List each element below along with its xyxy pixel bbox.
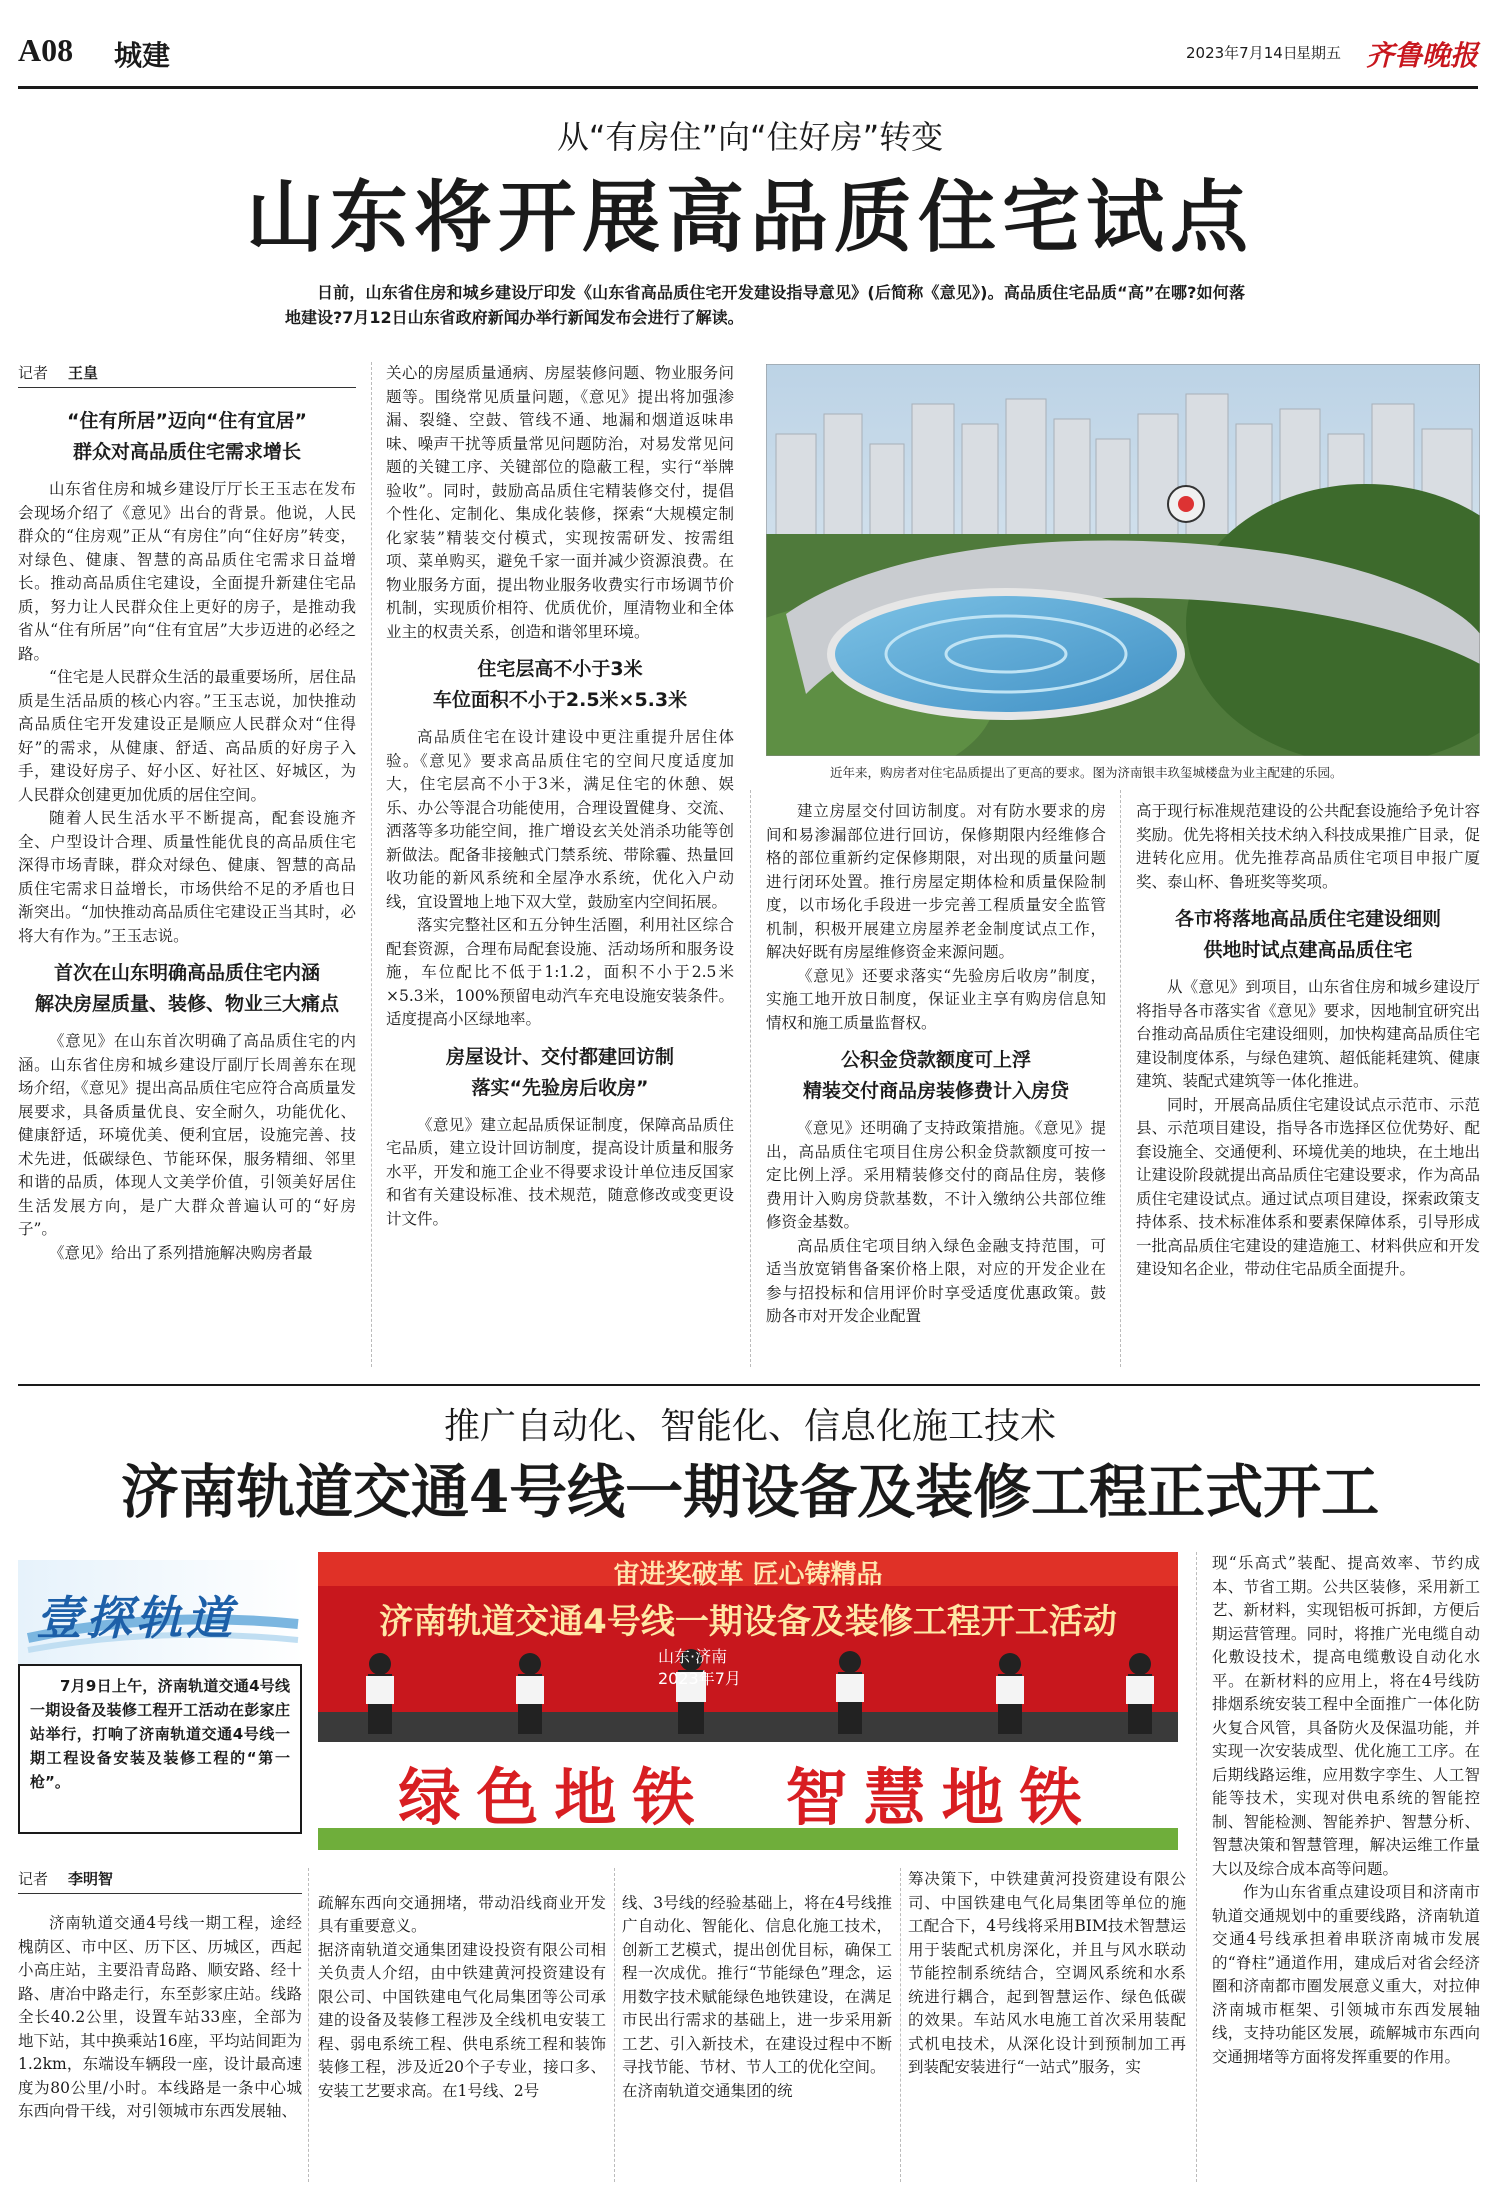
subhead-line: 房屋设计、交付都建回访制 (445, 1045, 674, 1068)
photo-place: 山东·济南 (658, 1647, 728, 1666)
body-text (18, 478, 356, 948)
reporter-label: 记者 (18, 364, 49, 382)
residential-park-photo (766, 364, 1480, 756)
article1-col4 (1136, 800, 1480, 1372)
paragraph: 建立房屋交付回访制度。对有防水要求的房间和易渗漏部位进行回访，保修期限内经维修合格的部位重新约定保修期限，对出现的质量问题进行闭环处置。推行房屋定期体检和质量保险制度，以市场化手段进一步完善工程质量安全监管机制，积极开展建立房屋养老金制度试点工作，解决好既有房屋维修资金来源问题。 (766, 802, 1106, 961)
photo-caption: 近年来，购房者对住宅品质提出了更高的要求。图为济南银丰玖玺城楼盘为业主配建的乐园。 (830, 765, 1343, 780)
body-text (18, 1030, 356, 1265)
paragraph: 《意见》在山东首次明确了高品质住宅的内涵。山东省住房和城乡建设厅副厅长周善东在现场介绍，《意见》提出高品质住宅应符合高质量发展要求，具备质量优良、安全耐久，功能优化、健康舒适，环境优美、便利宜居，设施完善、技术先进，低碳绿色、节能环保，服务精细、邻里和谐的品质，体现人文美学价值，引领美好居住生活发展方向，是广大群众普遍认可的“好房子”。 (18, 1032, 356, 1238)
subhead (386, 1042, 734, 1104)
article1-kicker: 从“有房住”向“住好房”转变 (556, 118, 944, 156)
reporter-label: 记者 (18, 1870, 49, 1888)
article1-lede: 日前，山东省住房和城乡建设厅印发《山东省高品质住宅开发建设指导意见》(后简称《意见》)。高品质住宅品质“高”在哪?如何落地建设?7月12日山东省政府新闻办举行新闻发布会进行了解读。 (285, 283, 1245, 327)
body-text (386, 1114, 734, 1232)
paragraph: 同时，开展高品质住宅建设试点示范市、示范县、示范项目建设，指导各市选择区位优势好、配套设施全、交通便利、环境优美的地块，在土地出让建设阶段就提出高品质住宅建设要求，作为高品质住宅建设试点。通过试点项目建设，探索政策支持体系、技术标准体系和要素保障体系，引导形成一批高品质住宅建设的建造施工、材料供应和开发建设知名企业，带动住宅品质全面提升。 (1136, 1095, 1480, 1278)
article2-bottom-col (908, 1868, 1186, 2184)
article2-intro: 7月9日上午，济南轨道交通4号线一期设备及装修工程开工活动在彭家庄站举行，打响了济南轨道交通4号线一期工程设备安装及装修工程的“第一枪”。 (30, 1677, 290, 1791)
paragraph: 高品质住宅项目纳入绿色金融支持范围，可适当放宽销售备案价格上限，对应的开发企业在参与招投标和信用评价时享受适度优惠政策。鼓励各市对开发企业配置 (766, 1236, 1106, 1325)
photo-banner-top: 宙进奖破革 匠心铸精品 (613, 1560, 883, 1590)
article1-col3 (766, 800, 1106, 1372)
body-text (766, 800, 1106, 1035)
paragraph: 落实完整社区和五分钟生活圈，利用社区综合配套资源，合理布局配套设施、活动场所和服务设施，车位配比不低于1:1.2，面积不小于2.5米×5.3米，100%预留电动汽车充电设施安装条件。适度提高小区绿地率。 (386, 916, 734, 1028)
paragraph: “住宅是人民群众生活的最重要场所，居住品质是生活品质的核心内容。”王玉志说，加快推动高品质住宅开发建设正是顺应人民群众对“住得好”的需求，从健康、舒适、高品质的好房子入手，建设好房子、好小区、好社区、好城区，为人民群众创建更加优质的居住空间。 (18, 668, 356, 804)
subhead (1136, 904, 1480, 966)
subhead-line: “住有所居”迈向“住有宜居” (67, 410, 307, 432)
photo-banner: 济南轨道交通4号线一期设备及装修工程开工活动 (379, 1602, 1117, 1642)
article2-bottom-col (318, 1868, 606, 2184)
paragraph: 高于现行标准规范建设的公共配套设施给予免计容奖励。优先将相关技术纳入科技成果推广目录，促进转化应用。优先推荐高品质住宅项目申报广厦奖、泰山杯、鲁班奖等奖项。 (1136, 802, 1480, 891)
column-rule (614, 1868, 615, 2182)
issue-weekday: 星期五 (1296, 44, 1342, 62)
article2-bottom-col (18, 1912, 302, 2184)
photo-date: 2023年7月 (658, 1669, 741, 1688)
article2-kicker: 推广自动化、智能化、信息化施工技术 (443, 1406, 1056, 1447)
article2-right-col (1212, 1552, 1480, 2182)
subhead (766, 1045, 1106, 1107)
article1-col2 (386, 362, 734, 1372)
body-text (766, 1117, 1106, 1329)
article-divider (18, 1384, 1480, 1386)
column-rule (750, 790, 751, 1367)
paragraph: 《意见》还要求落实“先验房后收房”制度，实施工地开放日制度，保证业主享有购房信息知情权和施工质量监督权。 (766, 966, 1106, 1032)
column-rule (1120, 790, 1121, 1367)
subhead-line: 车位面积不小于2.5米×5.3米 (432, 689, 688, 711)
body-text (386, 362, 734, 644)
subhead-line: 群众对高品质住宅需求增长 (72, 441, 301, 463)
subhead-line: 落实“先验房后收房” (471, 1076, 649, 1099)
masthead-logo: 齐鲁晚报 (1366, 39, 1479, 72)
reporter-byline (18, 362, 356, 388)
paragraph: 济南轨道交通4号线一期工程，途经槐荫区、市中区、历下区、历城区，西起小高庄站，主要沿青岛路、顺安路、经十路、唐冶中路走行，东至彭家庄站。线路全长40.2公里，设置车站33座，全部为地下站，其中换乘站16座，平均站间距为1.2km，东端设车辆段一座，设计最高速度为80公里/小时。本线路是一条中心城东西向骨干线，对引领城市东西发展轴、 (18, 1914, 302, 2120)
article2-intro-box (18, 1664, 302, 1834)
subhead-line: 公积金贷款额度可上浮 (840, 1049, 1031, 1071)
subhead (18, 406, 356, 468)
body-text (1136, 976, 1480, 1282)
subhead (386, 654, 734, 716)
article1-col1 (18, 362, 356, 1372)
body-text (386, 726, 734, 1032)
column-logo (18, 1560, 304, 1664)
subhead-line: 精装交付商品房装修费计入房贷 (802, 1080, 1069, 1102)
article2-photo (318, 1552, 1178, 1850)
subhead-line: 首次在山东明确高品质住宅内涵 (53, 962, 320, 984)
paragraph: 高品质住宅在设计建设中更注重提升居住体验。《意见》要求高品质住宅的空间尺度适度加大，住宅层高不小于3米，满足住宅的休憩、娱乐、办公等混合功能使用，合理设置健身、交流、洒落等多功能空间，推广增设玄关处消杀功能等创新做法。配备非接触式门禁系统、带除霾、热量回收功能的新风系统和全屋净水系统，优化入户动线，宜设置地上地下双大堂，鼓励室内空间拓展。 (386, 728, 734, 911)
article2-bottom-col (622, 1868, 892, 2184)
paragraph: 疏解东西向交通拥堵，带动沿线商业开发具有重要意义。 据济南轨道交通集团建设投资有限公司相关负责人介绍，由中铁建黄河投资建设有限公司、中国铁建电气化局集团等公司承建的设备及装修工程涉及全线机电安装工程、弱电系统工程、供电系统工程和装饰装修工程，涉及近20个子专业，接口多、安装工艺要求高。在1号线、2号 (318, 1893, 606, 2100)
article1-photo (766, 364, 1480, 756)
reporter-byline (18, 1868, 302, 1894)
page-code: A08 (18, 32, 74, 68)
section-name: 城建 (114, 39, 171, 72)
paragraph: 随着人民生活水平不断提高，配套设施齐全、户型设计合理、质量性能优良的高品质住宅深得市场青睐，群众对绿色、健康、智慧的高品质住宅需求日益增长，市场供给不足的矛盾也日渐突出。“加快推动高品质住宅建设正当其时，必将大有作为。”王玉志说。 (18, 809, 356, 945)
page-header (18, 30, 1478, 89)
paragraph: 山东省住房和城乡建设厅厅长王玉志在发布会现场介绍了《意见》出台的背景。他说，人民群众的“住房观”正从“有房住”向“住好房”转变，对绿色、健康、智慧的高品质住宅需求日益增长。推动高品质住宅建设，全面提升新建住宅品质，努力让人民群众住上更好的房子，是推动我省从“住有所居”向“住有宜居”大步迈进的必经之路。 (18, 480, 356, 663)
subhead-line: 各市将落地高品质住宅建设细则 (1174, 908, 1441, 930)
paragraph: 从《意见》到项目，山东省住房和城乡建设厅将指导各市落实省《意见》要求，因地制宜研究出台推动高品质住宅建设细则，加快构建高品质住宅建设制度体系，与绿色建筑、超低能耗建筑、健康建筑、装配式建筑等一体化推进。 (1136, 978, 1480, 1090)
column-rule (1196, 1552, 1197, 2182)
article2-headline: 济南轨道交通4号线一期设备及装修工程正式开工 (120, 1458, 1380, 1526)
paragraph: 关心的房屋质量通病、房屋装修问题、物业服务问题等。围绕常见质量问题，《意见》提出将加强渗漏、裂缝、空鼓、管线不通、地漏和烟道返味串味、噪声干扰等质量常见问题防治，对易发常见问题的关键工序、关键部位的隐蔽工程，实行“举牌验收”。同时，鼓励高品质住宅精装修交付，提倡个性化、定制化、集成化装修，探索“大规模定制化家装”精装交付模式，实现按需研发、按需组项、菜单购买，避免千家一面并减少资源浪费。在物业服务方面，提出物业服务收费实行市场调节价机制，实现质价相符、优质优价，厘清物业和全体业主的权责关系，创造和谐邻里环境。 (386, 364, 734, 641)
reporter-name: 李明智 (68, 1870, 114, 1888)
paragraph: 《意见》给出了系列措施解决购房者最 (49, 1243, 313, 1262)
article2-byline (18, 1868, 302, 1902)
subhead-line: 解决房屋质量、装修、物业三大痛点 (34, 993, 339, 1015)
column-rule (900, 1868, 901, 2182)
column-logo-text: 壹探轨道 (36, 1591, 236, 1645)
reporter-name: 王皇 (68, 364, 99, 382)
issue-date: 2023年7月14日 (1186, 44, 1298, 62)
column-rule (371, 362, 372, 1367)
paragraph: 《意见》还明确了支持政策措施。《意见》提出，高品质住宅项目住房公积金贷款额度可按一定比例上浮。采用精装修交付的商品住房，装修费用计入购房贷款基数，不计入缴纳公共部位维修资金基数。 (766, 1119, 1106, 1231)
paragraph: 《意见》建立起品质保证制度，保障高品质住宅品质，建立设计回访制度，提高设计质量和服务水平，开发和施工企业不得要求设计单位违反国家和省有关建设标准、技术规范，随意修改或变更设计文件。 (386, 1115, 734, 1228)
paragraph: 筹决策下，中铁建黄河投资建设有限公司、中国铁建电气化局集团等单位的施工配合下，4号线将采用BIM技术智慧运用于装配式机房深化，并且与风水联动节能控制系统结合，空调风系统和水系统进行耦合，起到智慧运作、绿色低碳的效果。车站风水电施工首次采用装配式机电技术，从深化设计到预制加工再到装配安装进行“一站式”服务，实 (908, 1870, 1186, 2076)
column-rule (308, 1868, 309, 2182)
subhead-line: 供地时试点建高品质住宅 (1203, 939, 1413, 961)
paragraph: 线、3号线的经验基础上，将在4号线推广自动化、智能化、信息化施工技术，创新工艺模式，提出创优目标，确保工程一次成优。推行“节能绿色”理念，运用数字技术赋能绿色地铁建设，在满足市民出行需求的基础上，进一步采用新工艺、引入新技术，在建设过程中不断寻找节能、节材、节人工的优化空间。 在济南轨道交通集团的统 (622, 1893, 892, 2100)
article1-headline: 山东将开展高品质住宅试点 (245, 172, 1254, 263)
body-text (1136, 800, 1480, 894)
paragraph: 作为山东省重点建设项目和济南市轨道交通规划中的重要线路，济南轨道交通4号线承担着串联济南城市发展的“脊柱”通道作用，建成后对省会经济圈和济南都市圈发展意义重大，对拉伸济南城市框架、引领城市东西发展轴线，支持功能区发展，疏解城市东西向交通拥堵等方面将发挥重要的作用。 (1212, 1883, 1480, 2066)
subhead-line: 住宅层高不小于3米 (477, 658, 643, 680)
subhead (18, 958, 356, 1020)
paragraph: 现“乐高式”装配、提高效率、节约成本、节省工期。公共区装修，采用新工艺、新材料，实现铝板可拆卸，方便后期运营管理。同时，将推广光电缆自动化敷设技术，提高电缆敷设自动化水平。在新材料的应用上，将在4号线防排烟系统安装工程中全面推广一体化防火复合风管，具备防火及保温功能，并实现一次安装成型、优化施工工序。在后期线路运维，应用数字孪生、人工智能等技术，实现对供电系统的智能控制、智能检测、智能养护、智慧分析、智慧决策和智慧管理，解决运维工作量大以及综合成本高等问题。 (1212, 1554, 1480, 1878)
photo-slogan: 绿色地铁 智慧地铁 (398, 1761, 1098, 1834)
